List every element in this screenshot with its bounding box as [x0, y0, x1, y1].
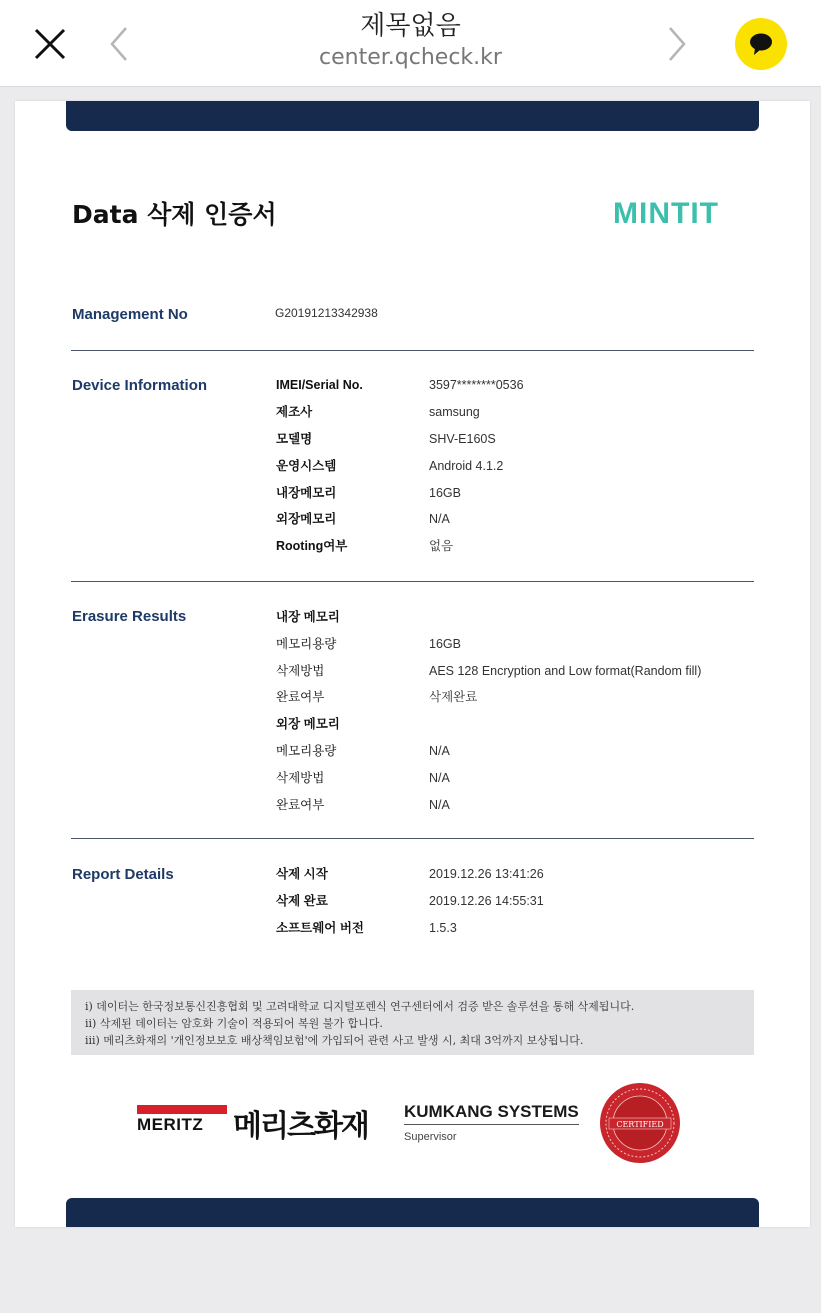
device-key: Rooting여부 [276, 539, 348, 553]
external-memory-heading: 외장 메모리 [276, 717, 340, 731]
report-details-label: Report Details [72, 866, 174, 883]
mintit-logo-text: MINTIT [613, 197, 719, 229]
disclaimer-line: iii) 메리츠화재의 '개인정보보호 배상책임보험'에 가입되어 관련 사고 발생 시, 최대 3억까지 보상됩니다. [85, 1034, 584, 1047]
erasure-key: 메모리용량 [276, 637, 337, 651]
supervisor-block [404, 1102, 579, 1143]
device-value: N/A [429, 512, 450, 526]
page-title: 제목없음 [360, 11, 461, 41]
device-key: 모델명 [276, 432, 313, 446]
divider [71, 350, 754, 351]
certificate-document [15, 101, 810, 1227]
device-key: 내장메모리 [276, 486, 337, 500]
report-value: 2019.12.26 13:41:26 [429, 867, 544, 881]
erasure-key: 완료여부 [276, 690, 325, 704]
meritz-wordmark [137, 1105, 227, 1131]
close-button[interactable] [30, 24, 70, 64]
device-value: samsung [429, 405, 480, 419]
device-value: 3597********0536 [429, 378, 524, 392]
disclaimer-line: ii) 삭제된 데이터는 암호화 기술이 적용되어 복원 불가 합니다. [85, 1017, 383, 1030]
disclaimer-box [71, 990, 754, 1055]
device-value: 없음 [429, 539, 454, 553]
device-value: 16GB [429, 486, 461, 500]
erasure-value: 16GB [429, 637, 461, 651]
device-key: IMEI/Serial No. [276, 378, 363, 392]
management-no-label: Management No [72, 306, 188, 323]
meritz-korean-name: 메리츠화재 [233, 1109, 368, 1144]
chat-bubble-icon [748, 32, 774, 56]
erasure-value: 삭제완료 [429, 690, 478, 704]
top-band [66, 101, 759, 131]
browser-top-bar [0, 0, 821, 87]
chevron-left-icon [104, 24, 136, 64]
certificate-title: Data 삭제 인증서 [72, 200, 277, 229]
erasure-value: AES 128 Encryption and Low format(Random fill) [429, 664, 702, 678]
certified-seal-icon [599, 1082, 681, 1164]
chevron-right-icon [660, 24, 692, 64]
erasure-value: N/A [429, 771, 450, 785]
mintit-logo [613, 193, 755, 229]
device-information-label: Device Information [72, 377, 208, 394]
erasure-results-label: Erasure Results [72, 608, 187, 625]
divider [71, 581, 754, 582]
disclaimer-line: i) 데이터는 한국정보통신진흥협회 및 고려대학교 디지털포렌식 연구센터에서 검증 받은 솔루션을 통해 삭제됩니다. [85, 1000, 635, 1013]
device-value: Android 4.1.2 [429, 459, 504, 473]
forward-button[interactable] [660, 24, 692, 64]
device-key: 제조사 [276, 405, 313, 419]
report-value: 2019.12.26 14:55:31 [429, 894, 544, 908]
divider [71, 838, 754, 839]
erasure-key: 삭제방법 [276, 771, 325, 785]
close-icon [30, 24, 70, 64]
report-key: 삭제 시작 [276, 867, 328, 881]
back-button[interactable] [104, 24, 136, 64]
page-title-block [200, 8, 621, 72]
erasure-value: N/A [429, 744, 450, 758]
management-no-value: G20191213342938 [275, 306, 378, 320]
internal-memory-heading: 내장 메모리 [276, 610, 340, 624]
erasure-key: 삭제방법 [276, 664, 325, 678]
report-value: 1.5.3 [429, 921, 457, 935]
kakao-chat-button[interactable] [735, 18, 787, 70]
device-key: 외장메모리 [276, 512, 337, 526]
erasure-key: 메모리용량 [276, 744, 337, 758]
meritz-wordmark-text: MERITZ [137, 1115, 204, 1131]
report-key: 소프트웨어 버전 [276, 921, 364, 935]
seal-text: CERTIFIED [616, 1120, 664, 1129]
device-key: 운영시스템 [276, 459, 337, 473]
page-url: center.qcheck.kr [319, 45, 502, 70]
erasure-key: 완료여부 [276, 798, 325, 812]
report-key: 삭제 완료 [276, 894, 328, 908]
bottom-band [66, 1198, 759, 1227]
erasure-value: N/A [429, 798, 450, 812]
supervisor-name: KUMKANG SYSTEMS [404, 1102, 579, 1125]
device-value: SHV-E160S [429, 432, 496, 446]
supervisor-role: Supervisor [404, 1131, 457, 1143]
